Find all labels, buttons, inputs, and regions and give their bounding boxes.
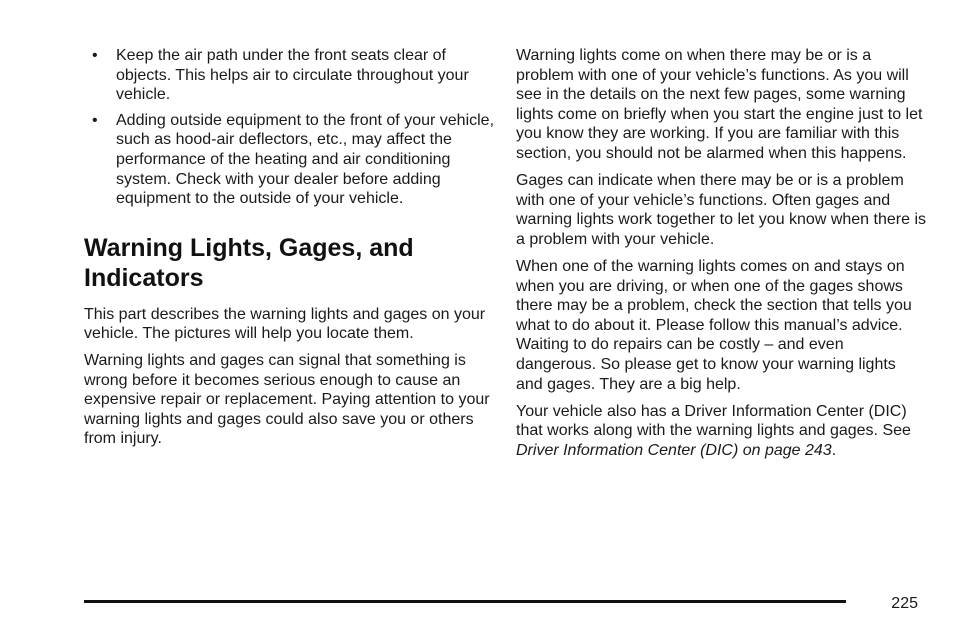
page-reference-link[interactable]: Driver Information Center (DIC) on page 243 xyxy=(516,441,832,459)
bullet-icon: • xyxy=(92,47,98,64)
dic-text: Your vehicle also has a Driver Information Center (DIC) that works along with the warning lights and gages. See xyxy=(516,402,911,440)
bullet-list xyxy=(84,46,494,209)
dic-paragraph xyxy=(516,402,926,461)
bullet-item xyxy=(84,111,494,209)
section-heading: Warning Lights, Gages, and Indicators xyxy=(84,233,414,292)
paragraph: This part describes the warning lights and gages on your vehicle. The pictures will help you locate them. xyxy=(84,305,486,343)
bullet-text: Adding outside equipment to the front of your vehicle, such as hood-air deflectors, etc., may affect the performance of the heating and air conditioning system. Check with your dealer before adding equipment to the outside of your vehicle. xyxy=(116,111,495,208)
paragraph: When one of the warning lights comes on and stays on when you are driving, or when one of the gages shows there may be a problem, check the section that tells you what to do about it. Please follow this manual’s advice. Waiting to do repairs can be costly – and even dangerous. So please get to know your warning lights and gages. They are a big help. xyxy=(516,257,912,393)
paragraph: Warning lights and gages can signal that something is wrong before it becomes serious enough to cause an expensive repair or replacement. Paying attention to your warning lights and gages could also save you or others from injury. xyxy=(84,351,490,448)
left-column xyxy=(84,46,494,456)
dic-end: . xyxy=(831,441,837,459)
right-column xyxy=(516,46,926,468)
page-number: 225 xyxy=(891,595,918,612)
footer-rule xyxy=(84,600,846,603)
bullet-item xyxy=(84,46,494,105)
paragraph: Gages can indicate when there may be or is a problem with one of your vehicle’s functions. Often gages and warning lights work together to let you know when there is a problem with your vehicle. xyxy=(516,172,926,248)
bullet-icon: • xyxy=(92,111,98,129)
bullet-text: Keep the air path under the front seats clear of objects. This helps air to circulate throughout your vehicle. xyxy=(116,47,469,104)
paragraph: Warning lights come on when there may be or is a problem with one of your vehicle’s functions. As you will see in the details on the next few pages, some warning lights come on briefly when you start the engine just to let you know they are working. If you are familiar with this section, you should not be alarmed when this happens. xyxy=(516,47,923,162)
